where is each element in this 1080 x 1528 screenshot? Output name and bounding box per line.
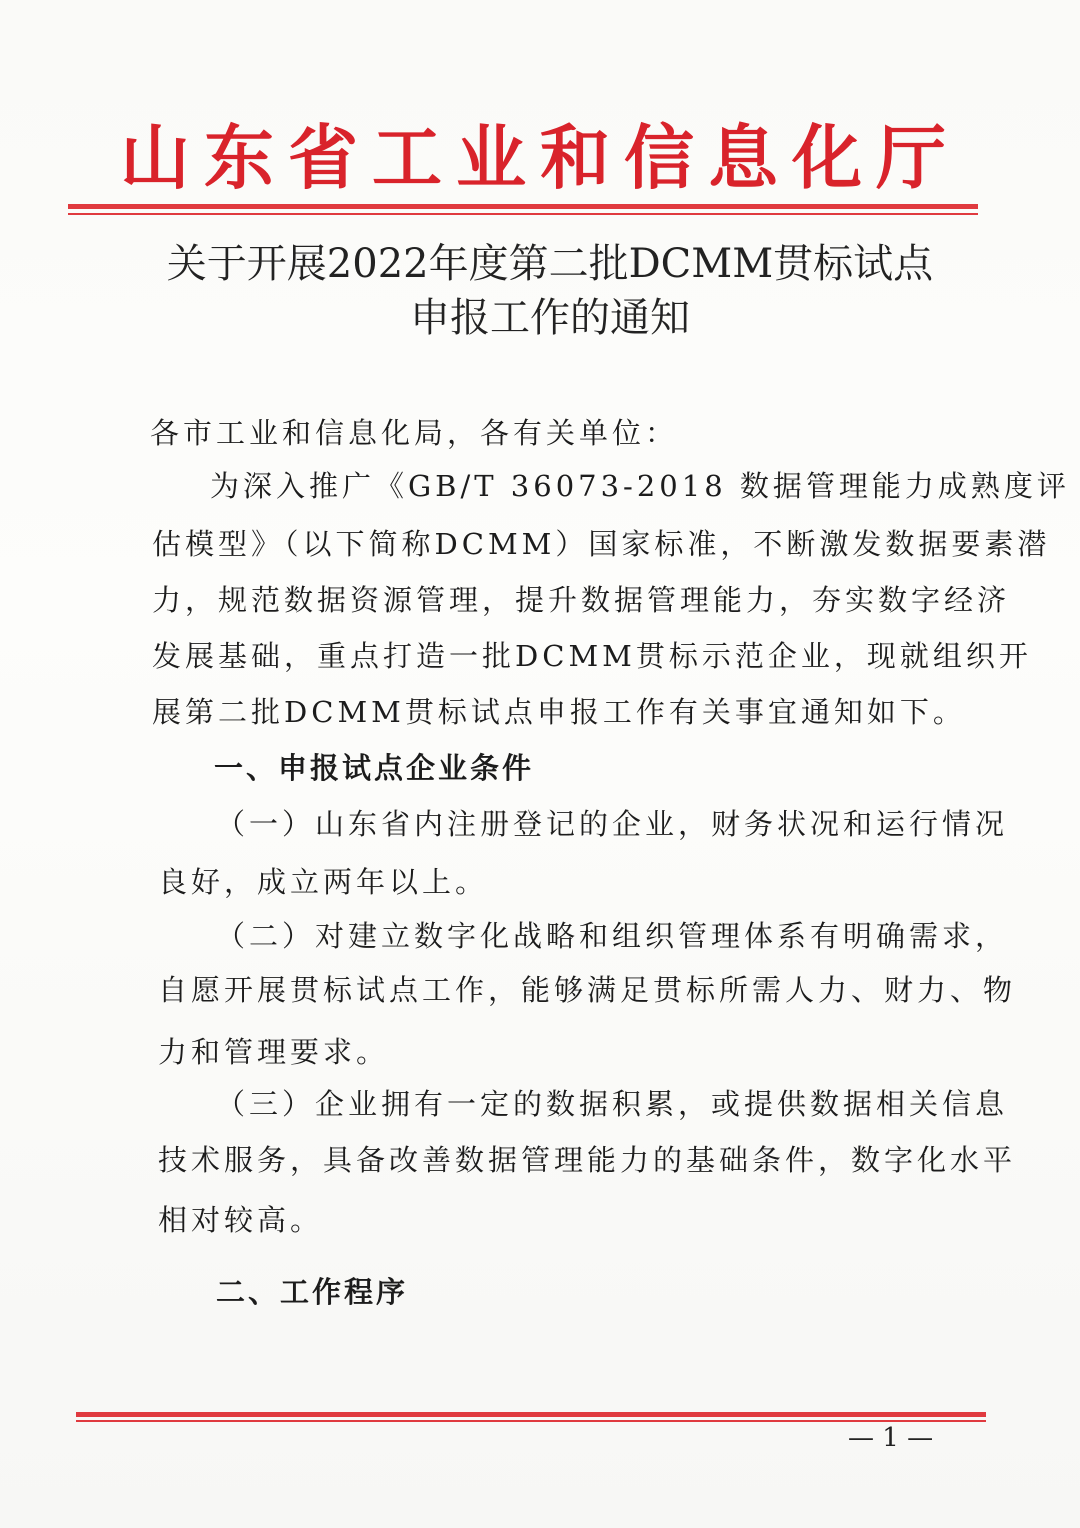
footer-red-rule-thick xyxy=(76,1412,986,1417)
condition-2-line: 力和管理要求。 xyxy=(158,1035,390,1069)
condition-3-line: 技术服务，具备改善数据管理能力的基础条件，数字化水平 xyxy=(158,1143,1017,1177)
condition-2-line: （二）对建立数字化战略和组织管理体系有明确需求， xyxy=(216,919,1009,953)
header-red-rule-thin xyxy=(68,213,978,215)
document-title-line-1: 关于开展2022年度第二批DCMM贯标试点 xyxy=(166,241,934,287)
intro-line: 展第二批DCMM贯标试点申报工作有关事宜通知如下。 xyxy=(152,695,966,729)
condition-1-line: 良好，成立两年以上。 xyxy=(158,865,489,899)
intro-line: 力，规范数据资源管理，提升数据管理能力，夯实数字经济 xyxy=(152,583,1011,617)
salutation: 各市工业和信息化局，各有关单位： xyxy=(150,416,679,450)
intro-line: 估模型》（以下简称DCMM）国家标准，不断激发数据要素潜 xyxy=(152,527,1051,561)
page-number: — 1 — xyxy=(848,1423,934,1453)
condition-3-line: （三）企业拥有一定的数据积累，或提供数据相关信息 xyxy=(216,1087,1009,1121)
condition-1-line: （一）山东省内注册登记的企业，财务状况和运行情况 xyxy=(216,807,1009,841)
condition-2-line: 自愿开展贯标试点工作，能够满足贯标所需人力、财力、物 xyxy=(158,973,1017,1007)
issuing-authority-header: 山东省工业和信息化厅 xyxy=(120,116,960,199)
intro-line: 为深入推广《GB/T 36073-2018 数据管理能力成熟度评 xyxy=(210,469,1070,503)
section-2-heading: 二、工作程序 xyxy=(216,1275,409,1309)
document-title-line-2: 申报工作的通知 xyxy=(410,295,690,341)
intro-line: 发展基础，重点打造一批DCMM贯标示范企业，现就组织开 xyxy=(152,639,1032,673)
header-red-rule-thick xyxy=(68,204,978,209)
condition-3-line: 相对较高。 xyxy=(158,1203,324,1237)
section-1-heading: 一、申报试点企业条件 xyxy=(214,751,535,785)
